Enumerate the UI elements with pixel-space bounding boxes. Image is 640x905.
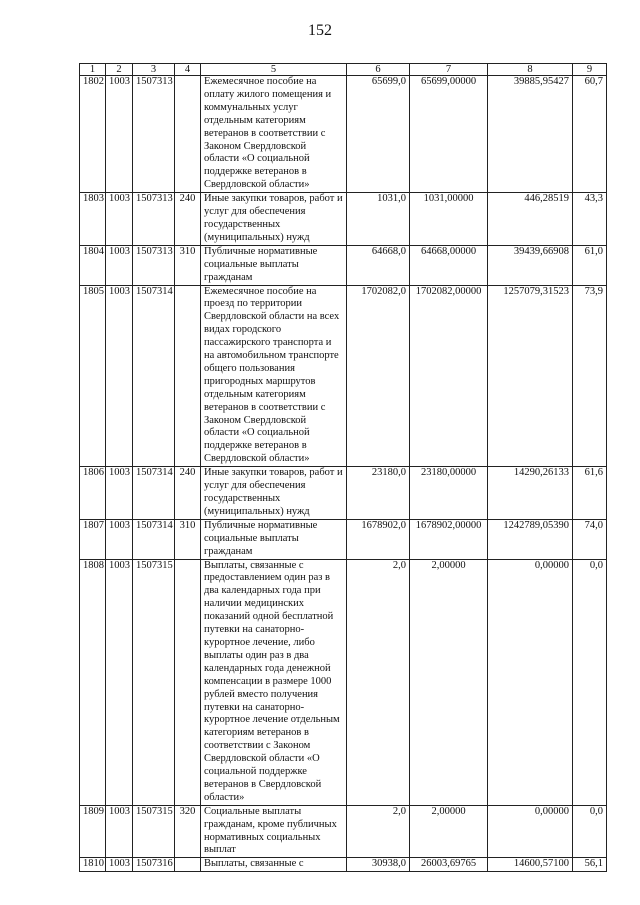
execution-percent: 73,9 <box>573 285 607 467</box>
row-number: 1802 <box>80 76 106 193</box>
item-description: Ежемесячное пособие на проезд по территории Свердловской области на всех видах городского пассажирского транспорта и на автомобильном транспорте общего пользования пригородных маршрутов отдельным категориям ветеранов в соответствии с Законом Свердловской области «О социальной поддержке ветеранов в Свердловской области» <box>201 285 347 467</box>
executed-amount: 0,00000 <box>488 805 573 858</box>
item-description: Выплаты, связанные с <box>201 858 347 872</box>
item-description: Ежемесячное пособие на оплату жилого помещения и коммунальных услуг отдельным категориям ветеранов в соответствии с Законом Свердловской области «О социальной поддержке ветеранов в Свердловской области» <box>201 76 347 193</box>
section-code: 1003 <box>106 193 133 246</box>
target-article-code: 1507313 <box>133 245 175 285</box>
executed-amount: 39439,66908 <box>488 245 573 285</box>
table-row <box>80 245 607 285</box>
section-code: 1003 <box>106 76 133 193</box>
target-article-code: 1507313 <box>133 193 175 246</box>
executed-amount: 14290,26133 <box>488 467 573 520</box>
execution-percent: 61,0 <box>573 245 607 285</box>
executed-amount: 446,28519 <box>488 193 573 246</box>
approved-amount: 1678902,0 <box>347 519 410 559</box>
approved-amount: 1702082,0 <box>347 285 410 467</box>
executed-amount: 0,00000 <box>488 559 573 805</box>
item-description: Иные закупки товаров, работ и услуг для обеспечения государственных (муниципальных) нужд <box>201 193 347 246</box>
column-header: 2 <box>106 64 133 76</box>
execution-percent: 0,0 <box>573 559 607 805</box>
section-code: 1003 <box>106 467 133 520</box>
column-header: 5 <box>201 64 347 76</box>
approved-amount: 65699,0 <box>347 76 410 193</box>
column-header: 9 <box>573 64 607 76</box>
target-article-code: 1507315 <box>133 559 175 805</box>
execution-percent: 61,6 <box>573 467 607 520</box>
expense-type-code <box>175 285 201 467</box>
section-code: 1003 <box>106 559 133 805</box>
executed-amount: 1257079,31523 <box>488 285 573 467</box>
section-code: 1003 <box>106 858 133 872</box>
column-header: 7 <box>410 64 488 76</box>
budget-amount: 1031,00000 <box>410 193 488 246</box>
execution-percent: 60,7 <box>573 76 607 193</box>
approved-amount: 30938,0 <box>347 858 410 872</box>
expense-type-code: 310 <box>175 245 201 285</box>
row-number: 1806 <box>80 467 106 520</box>
expense-type-code: 320 <box>175 805 201 858</box>
section-code: 1003 <box>106 245 133 285</box>
budget-amount: 2,00000 <box>410 559 488 805</box>
table-header-row <box>80 64 607 76</box>
budget-amount: 1702082,00000 <box>410 285 488 467</box>
expense-type-code <box>175 76 201 193</box>
column-header: 3 <box>133 64 175 76</box>
row-number: 1808 <box>80 559 106 805</box>
table-row <box>80 467 607 520</box>
target-article-code: 1507314 <box>133 519 175 559</box>
table-row <box>80 76 607 193</box>
budget-table <box>79 63 607 872</box>
table-row <box>80 519 607 559</box>
budget-amount: 64668,00000 <box>410 245 488 285</box>
item-description: Социальные выплаты гражданам, кроме публичных нормативных социальных выплат <box>201 805 347 858</box>
budget-amount: 26003,69765 <box>410 858 488 872</box>
target-article-code: 1507314 <box>133 467 175 520</box>
table-row <box>80 805 607 858</box>
item-description: Публичные нормативные социальные выплаты гражданам <box>201 519 347 559</box>
execution-percent: 0,0 <box>573 805 607 858</box>
expense-type-code: 310 <box>175 519 201 559</box>
approved-amount: 64668,0 <box>347 245 410 285</box>
expense-type-code: 240 <box>175 467 201 520</box>
row-number: 1810 <box>80 858 106 872</box>
target-article-code: 1507316 <box>133 858 175 872</box>
column-header: 8 <box>488 64 573 76</box>
column-header: 6 <box>347 64 410 76</box>
approved-amount: 1031,0 <box>347 193 410 246</box>
target-article-code: 1507315 <box>133 805 175 858</box>
expense-type-code: 240 <box>175 193 201 246</box>
item-description: Выплаты, связанные с предоставлением один раз в два календарных года при наличии медицинских показаний одной бесплатной путевки на санаторно-курортное лечение, либо выплаты один раз в два календарных года денежной компенсации в размере 1000 рублей вместо получения путевки на санаторно-курортное лечение отдельным категориям ветеранов в соответствии с Законом Свердловской области «О социальной поддержке ветеранов в Свердловской области» <box>201 559 347 805</box>
row-number: 1807 <box>80 519 106 559</box>
column-header: 1 <box>80 64 106 76</box>
page-number: 152 <box>308 22 332 39</box>
table-row <box>80 193 607 246</box>
section-code: 1003 <box>106 285 133 467</box>
section-code: 1003 <box>106 805 133 858</box>
execution-percent: 43,3 <box>573 193 607 246</box>
column-header: 4 <box>175 64 201 76</box>
approved-amount: 2,0 <box>347 805 410 858</box>
budget-amount: 65699,00000 <box>410 76 488 193</box>
target-article-code: 1507314 <box>133 285 175 467</box>
expense-type-code <box>175 858 201 872</box>
row-number: 1803 <box>80 193 106 246</box>
row-number: 1805 <box>80 285 106 467</box>
section-code: 1003 <box>106 519 133 559</box>
table-row <box>80 559 607 805</box>
approved-amount: 23180,0 <box>347 467 410 520</box>
execution-percent: 56,1 <box>573 858 607 872</box>
row-number: 1809 <box>80 805 106 858</box>
budget-amount: 2,00000 <box>410 805 488 858</box>
budget-amount: 23180,00000 <box>410 467 488 520</box>
table-row <box>80 285 607 467</box>
item-description: Иные закупки товаров, работ и услуг для обеспечения государственных (муниципальных) нужд <box>201 467 347 520</box>
expense-type-code <box>175 559 201 805</box>
executed-amount: 14600,57100 <box>488 858 573 872</box>
target-article-code: 1507313 <box>133 76 175 193</box>
executed-amount: 1242789,05390 <box>488 519 573 559</box>
row-number: 1804 <box>80 245 106 285</box>
executed-amount: 39885,95427 <box>488 76 573 193</box>
approved-amount: 2,0 <box>347 559 410 805</box>
item-description: Публичные нормативные социальные выплаты гражданам <box>201 245 347 285</box>
budget-amount: 1678902,00000 <box>410 519 488 559</box>
execution-percent: 74,0 <box>573 519 607 559</box>
table-row <box>80 858 607 872</box>
